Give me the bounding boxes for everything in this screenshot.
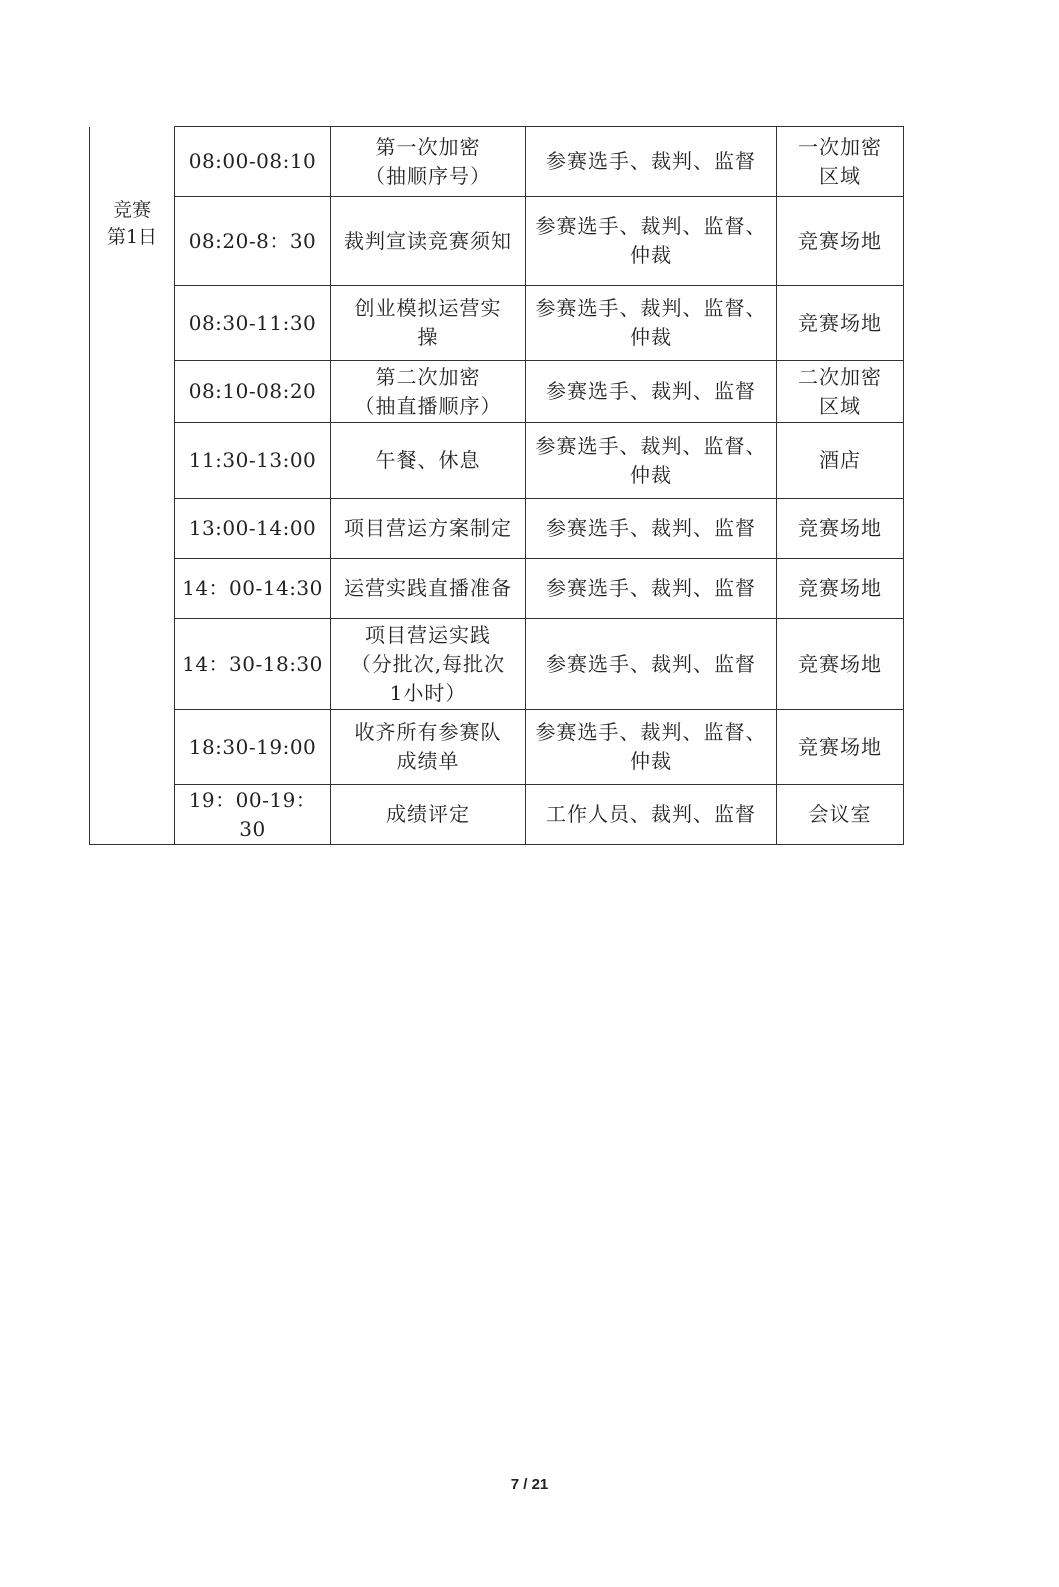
activity-cell: 项目营运方案制定 — [331, 499, 526, 559]
location-cell: 竞赛场地 — [777, 499, 904, 559]
activity-cell: 成绩评定 — [331, 785, 526, 845]
table-row — [90, 127, 904, 197]
location-cell: 竞赛场地 — [777, 197, 904, 286]
activity-cell: 创业模拟运营实 操 — [331, 286, 526, 361]
location-cell: 竞赛场地 — [777, 619, 904, 710]
time-cell: 08:10-08:20 — [175, 361, 331, 423]
activity-cell: 收齐所有参赛队 成绩单 — [331, 710, 526, 785]
table-row — [90, 361, 904, 423]
people-cell: 参赛选手、裁判、监督、 仲裁 — [526, 710, 777, 785]
location-cell: 竞赛场地 — [777, 286, 904, 361]
day-label: 竞赛 第1日 — [90, 127, 175, 845]
people-cell: 参赛选手、裁判、监督 — [526, 559, 777, 619]
people-cell: 参赛选手、裁判、监督 — [526, 619, 777, 710]
people-cell: 工作人员、裁判、监督 — [526, 785, 777, 845]
time-cell: 08:20-8：30 — [175, 197, 331, 286]
location-cell: 会议室 — [777, 785, 904, 845]
table-row — [90, 499, 904, 559]
table-row — [90, 559, 904, 619]
people-cell: 参赛选手、裁判、监督 — [526, 499, 777, 559]
activity-cell: 裁判宣读竞赛须知 — [331, 197, 526, 286]
time-cell: 11:30-13:00 — [175, 423, 331, 499]
table-row — [90, 286, 904, 361]
people-cell: 参赛选手、裁判、监督、 仲裁 — [526, 197, 777, 286]
people-cell: 参赛选手、裁判、监督 — [526, 127, 777, 197]
location-cell: 竞赛场地 — [777, 710, 904, 785]
table-row — [90, 710, 904, 785]
time-cell: 13:00-14:00 — [175, 499, 331, 559]
competition-schedule-table — [89, 126, 904, 845]
activity-cell: 项目营运实践 （分批次,每批次 1小时） — [331, 619, 526, 710]
activity-cell: 运营实践直播准备 — [331, 559, 526, 619]
location-cell: 竞赛场地 — [777, 559, 904, 619]
activity-cell: 午餐、休息 — [331, 423, 526, 499]
table-row — [90, 619, 904, 710]
table-row — [90, 785, 904, 845]
location-cell: 一次加密 区域 — [777, 127, 904, 197]
time-cell: 14：00-14:30 — [175, 559, 331, 619]
time-cell: 08:30-11:30 — [175, 286, 331, 361]
people-cell: 参赛选手、裁判、监督 — [526, 361, 777, 423]
table-row — [90, 197, 904, 286]
activity-cell: 第一次加密 （抽顺序号） — [331, 127, 526, 197]
people-cell: 参赛选手、裁判、监督、 仲裁 — [526, 286, 777, 361]
people-cell: 参赛选手、裁判、监督、 仲裁 — [526, 423, 777, 499]
activity-cell: 第二次加密 （抽直播顺序） — [331, 361, 526, 423]
table-row — [90, 423, 904, 499]
time-cell: 19：00-19：30 — [175, 785, 331, 845]
time-cell: 18:30-19:00 — [175, 710, 331, 785]
location-cell: 酒店 — [777, 423, 904, 499]
location-cell: 二次加密 区域 — [777, 361, 904, 423]
time-cell: 08:00-08:10 — [175, 127, 331, 197]
page-number: 7 / 21 — [510, 1476, 549, 1493]
time-cell: 14：30-18:30 — [175, 619, 331, 710]
